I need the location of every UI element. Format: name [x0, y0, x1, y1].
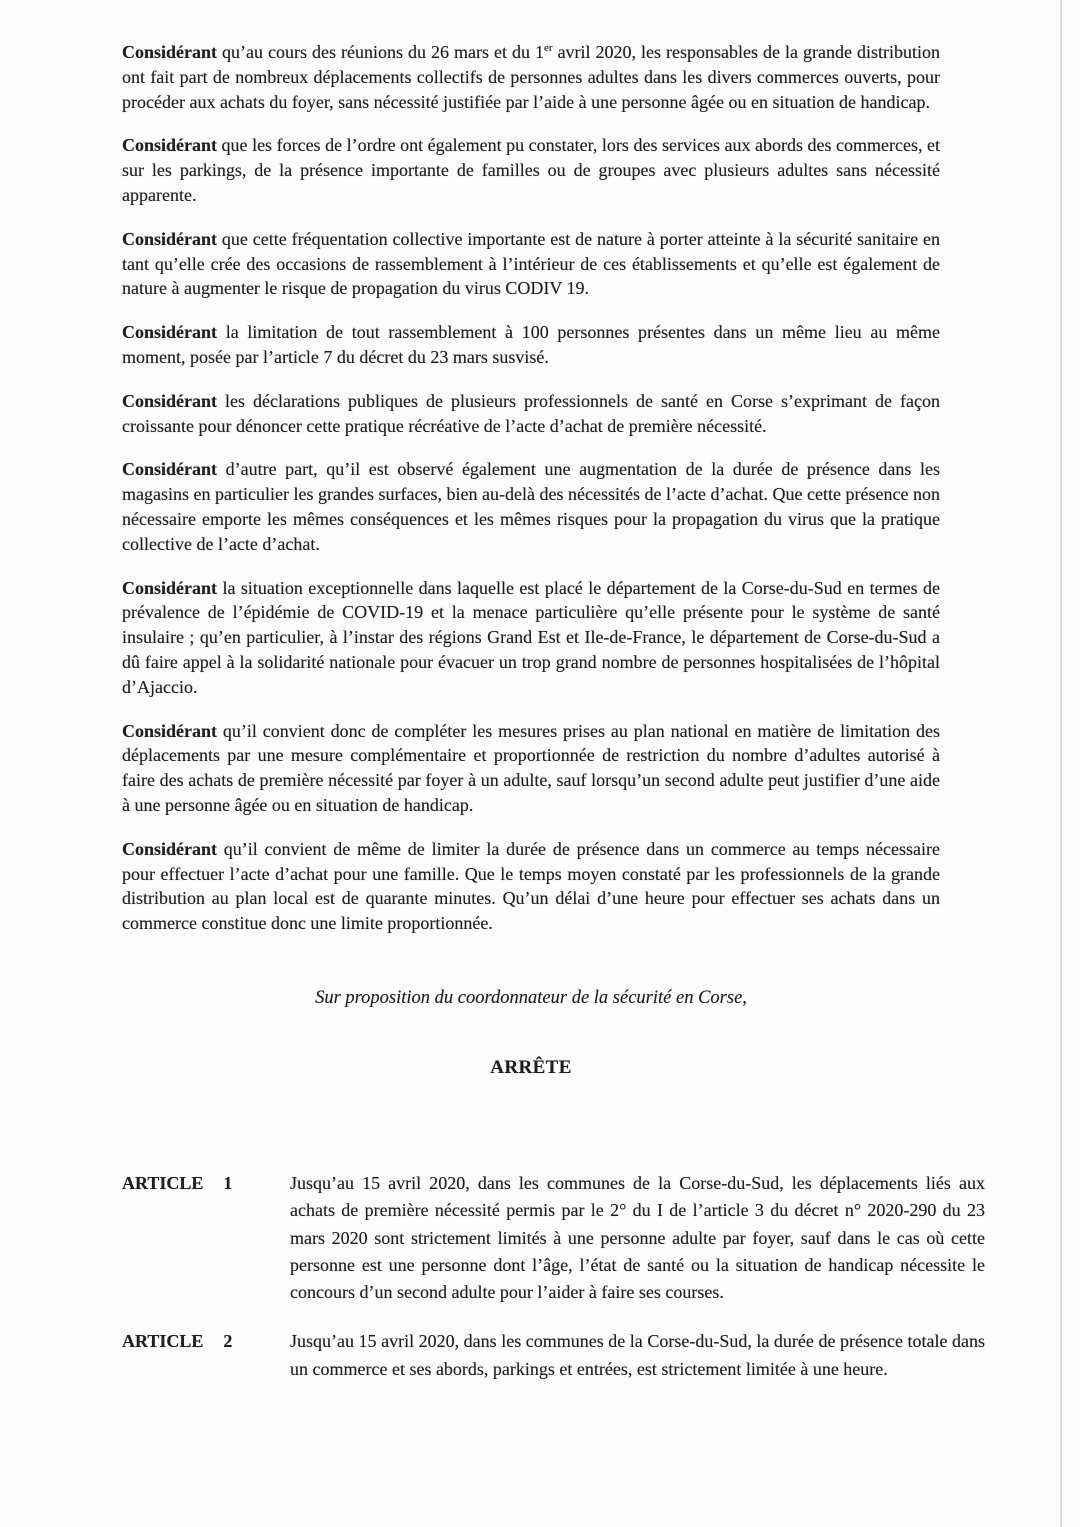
scan-paper-edge-line — [1060, 0, 1062, 1527]
considerant-paragraph-8 — [122, 719, 940, 818]
considerant-lead: Considérant — [122, 322, 218, 343]
article-number: 2 — [223, 1331, 233, 1352]
considerant-paragraph-9 — [122, 837, 940, 936]
considerant-lead: Considérant — [122, 720, 218, 741]
considerant-body: qu’il convient donc de compléter les mesures prises au plan national en matière de limitation des déplacements par une mesure complémentaire et proportionnée de restriction du nombre d’adultes autorisé à faire des achats de première nécessité par foyer à un adulte, sauf lorsqu’un second adulte peut justifier d’une aide à une personne âgée ou en situation de handicap. — [122, 720, 940, 815]
article-number: 1 — [223, 1172, 233, 1193]
article-1-label — [122, 1170, 290, 1197]
considerant-body: avril 2020, les responsables de la grande distribution ont fait part de nombreux déplacements collectifs de personnes adultes dans les divers commerces ouverts, pour procéder aux achats du foyer, sans nécessité justifiée par l’aide à une personne âgée ou en situation de handicap. — [122, 42, 941, 112]
considerant-body: que cette fréquentation collective importante est de nature à porter atteinte à la sécurité sanitaire en tant qu’elle crée des occasions de rassemblement à l’intérieur de ces établissements et qu’elle est également de nature à augmenter le risque de propagation du virus CODIV 19. — [122, 228, 940, 299]
considerants-section — [122, 40, 940, 936]
arrete-heading: ARRÊTE — [490, 1056, 572, 1078]
article-2 — [122, 1328, 985, 1383]
proposition-line: Sur proposition du coordonnateur de la sécurité en Corse, — [315, 987, 747, 1008]
considerant-body: la limitation de tout rassemblement à 100 personnes présentes dans un même lieu au même moment, posée par l’article 7 du décret du 23 mars susvisé. — [122, 322, 941, 367]
considerant-paragraph-1 — [122, 40, 940, 114]
considerant-lead: Considérant — [122, 390, 218, 411]
considerant-body: d’autre part, qu’il est observé également une augmentation de la durée de présence dans les magasins en particulier les grandes surfaces, bien au-delà des nécessités de l’acte d’achat. Que cette présence non nécessaire emporte les mêmes conséquences et les mêmes risques pour la propagation du virus que la pratique collective de l’acte d’achat. — [122, 459, 941, 554]
superscript-er: er — [544, 42, 553, 54]
article-label-text: ARTICLE — [122, 1331, 204, 1352]
article-2-label — [122, 1328, 290, 1355]
document-page — [122, 40, 1002, 1405]
considerant-body: qu’il convient de même de limiter la durée de présence dans un commerce au temps nécessaire pour effectuer l’acte d’achat pour une famille. Que le temps moyen constaté par les professionnels de la grande distribution au plan local est de quarante minutes. Qu’un délai d’une heure pour effectuer ses achats dans un commerce constitue donc une limite proportionnée. — [122, 838, 941, 934]
considerant-body: qu’au cours des réunions du 26 mars et du 1 — [222, 42, 545, 62]
considerant-lead: Considérant — [122, 228, 218, 249]
article-2-text: Jusqu’au 15 avril 2020, dans les communes de la Corse-du-Sud, la durée de présence totale dans un commerce et ses abords, parkings et entrées, est strictement limitée à une heure. — [290, 1331, 985, 1379]
considerant-lead: Considérant — [122, 838, 218, 859]
articles-section — [122, 1170, 985, 1383]
considerant-paragraph-7 — [122, 576, 940, 700]
considerant-paragraph-6 — [122, 457, 940, 556]
considerant-lead: Considérant — [122, 577, 218, 598]
considerant-body: que les forces de l’ordre ont également pu constater, lors des services aux abords des commerces, et sur les parkings, de la présence importante de familles ou de groupes avec plusieurs adultes sans nécessité apparente. — [122, 135, 941, 205]
considerant-paragraph-3 — [122, 227, 940, 301]
considerant-lead: Considérant — [122, 135, 218, 156]
considerant-paragraph-2 — [122, 133, 940, 207]
article-label-text: ARTICLE — [122, 1172, 204, 1193]
considerant-lead: Considérant — [122, 42, 218, 62]
considerant-paragraph-5 — [122, 389, 940, 439]
considerant-paragraph-4 — [122, 320, 940, 370]
considerant-body: les déclarations publiques de plusieurs professionnels de santé en Corse s’exprimant de façon croissante pour dénoncer cette pratique récréative de l’acte d’achat de première nécessité. — [122, 390, 941, 436]
article-1 — [122, 1170, 985, 1306]
article-1-text: Jusqu’au 15 avril 2020, dans les communes de la Corse-du-Sud, les déplacements liés aux achats de première nécessité permis par le 2° du I de l’article 3 du décret n° 2020-290 du 23 mars 2020 sont strictement limités à une personne adulte par foyer, sauf dans le cas où cette personne est une personne dont l’âge, l’état de santé ou la situation de handicap nécessite le concours d’un second adulte pour l’aider à faire ses courses. — [290, 1172, 985, 1303]
considerant-body: la situation exceptionnelle dans laquelle est placé le département de la Corse-du-Sud en termes de prévalence de l’épidémie de COVID-19 et la menace particulière qu’elle présente pour le système de santé insulaire ; qu’en particulier, à l’instar des régions Grand Est et Ile-de-France, le département de Corse-du-Sud a dû faire appel à la solidarité nationale pour évacuer un trop grand nombre de personnes hospitalisées de l’hôpital d’Ajaccio. — [122, 577, 940, 697]
considerant-lead: Considérant — [122, 459, 218, 480]
